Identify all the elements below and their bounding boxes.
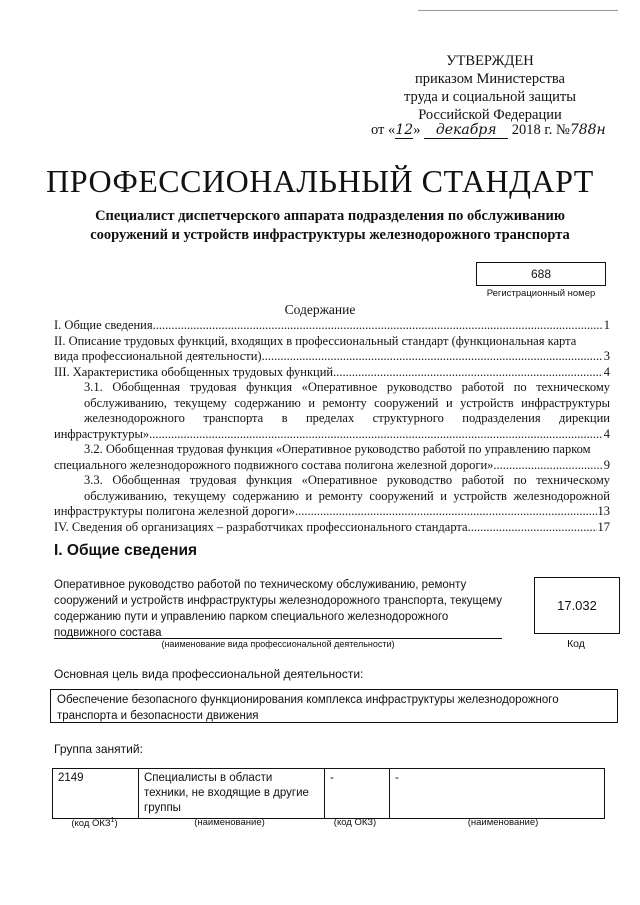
table-row <box>53 769 605 819</box>
occupation-name-1: Специалисты в области техники, не входящие в другие группы <box>139 769 325 819</box>
toc-item-3[interactable]: III. Характеристика обобщенных трудовых функций ..... 4 <box>54 365 610 381</box>
approval-line1: приказом Министерства <box>415 71 565 87</box>
activity-caption: (наименование вида профессиональной деятельности) <box>161 639 395 649</box>
registration-number: 688 <box>476 262 606 286</box>
activity-code: 17.032 <box>534 577 620 634</box>
approval-year: 2018 г. № <box>511 122 570 138</box>
toc-item-3-2[interactable]: 3.2. Обобщенная трудовая функция «Оперативное руководство работой по управлению парком специального железнодорожного подвижного состава полигона железной дороги» ..... 9 <box>54 442 610 473</box>
toc-item-4[interactable]: IV. Сведения об организациях – разработчиках профессионального стандарта ..... 17 <box>54 520 610 536</box>
page-title: ПРОФЕССИОНАЛЬНЫЙ СТАНДАРТ <box>46 163 594 199</box>
subtitle-line2: сооружений и устройств инфраструктуры железнодорожного транспорта <box>90 227 570 243</box>
approval-from: от « <box>371 122 396 138</box>
approval-date-line <box>371 122 606 139</box>
approval-month: декабря <box>424 122 508 139</box>
activity-name: Оперативное руководство работой по техническому обслуживанию, ремонту сооружений и устройств инфраструктуры железнодорожного транспорта, текущему содержанию пути и управлению парком специального железнодорожного подвижного состава <box>54 579 503 639</box>
approval-title: УТВЕРЖДЕН <box>446 53 534 69</box>
caption-okz-2: (код ОКЗ) <box>333 817 377 828</box>
code-caption: Код <box>567 638 585 650</box>
group-label: Группа занятий: <box>54 742 143 756</box>
okz-code-2: - <box>325 769 390 819</box>
toc-item-1[interactable]: I. Общие сведения ..... 1 <box>54 318 610 334</box>
caption-name-2: (наименование) <box>467 817 539 828</box>
goal-text: Обеспечение безопасного функционирования комплекса инфраструктуры железнодорожного транспорта и безопасности движения <box>50 689 618 723</box>
okz-code-1: 2149 <box>53 769 139 819</box>
occupation-table <box>52 768 605 819</box>
section-heading: I. Общие сведения <box>54 542 198 559</box>
approval-line3: Российской Федерации <box>418 107 562 123</box>
toc-item-3-1[interactable]: 3.1. Обобщенная трудовая функция «Оперативное руководство работой по техническому обслуживанию, текущему содержанию и ремонту сооружений и устройств инфраструктуры железнодорожного транспорта в пределах структурного подразделения дирекции инфраструктуры» ..... 4 <box>54 380 610 442</box>
caption-okz-1: (код ОКЗ$^1$) <box>71 817 118 830</box>
approval-line2: труда и социальной защиты <box>404 89 576 105</box>
approval-close-quote: » <box>413 122 421 138</box>
table-of-contents <box>54 318 610 535</box>
subtitle-line1: Специалист диспетчерского аппарата подразделения по обслуживанию <box>95 208 565 224</box>
top-rule <box>418 10 618 11</box>
goal-label: Основная цель вида профессиональной деятельности: <box>54 667 364 681</box>
occupation-name-2: - <box>390 769 605 819</box>
approval-number: 788н <box>569 122 606 138</box>
toc-heading: Содержание <box>284 302 356 317</box>
approval-day: 12 <box>395 122 414 138</box>
page-subtitle <box>40 207 620 245</box>
caption-name-1: (наименование) <box>194 817 265 828</box>
toc-item-2[interactable]: II. Описание трудовых функций, входящих в профессиональный стандарт (функциональная карта вида профессиональной деятельности) ..... 3 <box>54 334 610 365</box>
toc-item-3-3[interactable]: 3.3. Обобщенная трудовая функция «Оперативное руководство работой по техническому обслуживанию, текущему содержанию и ремонту сооружений и устройств железнодорожной инфраструктуры полигона железной дороги» ..... 13 <box>54 473 610 520</box>
registration-label: Регистрационный номер <box>486 288 596 299</box>
